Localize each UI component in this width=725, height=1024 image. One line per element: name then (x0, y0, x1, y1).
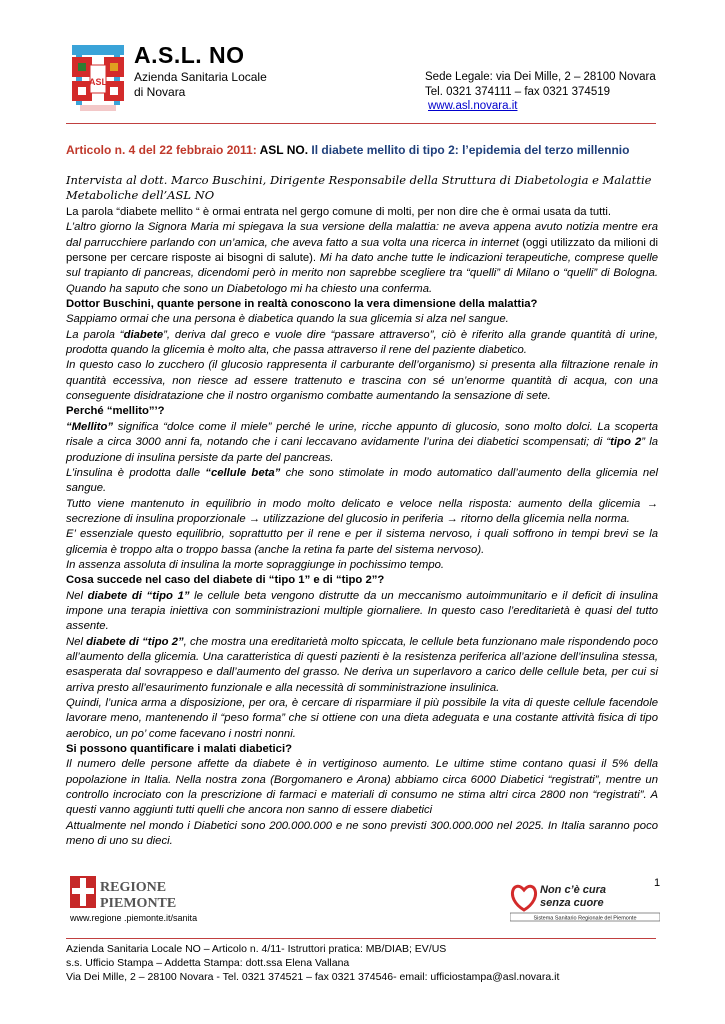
sede-line-1: Sede Legale: via Dei Mille, 2 – 28100 Novara (425, 71, 656, 83)
page-number: 1 (654, 877, 661, 889)
website-link[interactable]: www.asl.novara.it (428, 100, 518, 112)
paragraph: Nel diabete di “tipo 1” le cellule beta vengono distrutte da un meccanismo autoimmunitario e il deficit di insulina impone una terapia iniettiva con somministrazioni multiple giornaliere. In questo caso l’ereditarietà è quasi del tutto assente. (66, 589, 658, 633)
paragraph: La parola “diabete”, deriva dal greco e vuole dire “passare attraverso”, ciò è riferito alla grande quantità di urine, prodotta quando la glicemia è molto alta, che passa attraverso il rene del paziente diabetico. (66, 328, 658, 357)
regione-piemonte-logo (70, 876, 182, 910)
sede-line-2: Tel. 0321 374111 – fax 0321 374519 (425, 86, 611, 98)
question: Dottor Buschini, quante persone in realtà conoscono la vera dimensione della malattia? (66, 298, 538, 311)
question: Perché “mellito”’? (66, 405, 165, 418)
footer-line-2: s.s. Ufficio Stampa – Addetta Stampa: dott.ssa Elena Vallana (66, 957, 350, 969)
org-line-2: di Novara (134, 85, 186, 99)
org-title: A.S.L. NO (134, 42, 245, 68)
footer-divider (66, 938, 656, 939)
regione-url: www.regione .piemonte.it/sanita (70, 913, 198, 923)
campaign-logo (510, 880, 660, 922)
paragraph: “Mellito” significa “dolce come il miele” perché le urine, ricche appunto di glucosio, sono molto dolci. La scoperta risale a circa 3000 anni fa, notando che i cani leccavano avidamente l’urina dei diabetici scompensati; di “tipo 2” la produzione di insulina persiste da parte del pancreas. (66, 420, 658, 464)
footer-line-1: Azienda Sanitaria Locale NO – Articolo n. 4/11- Istruttori pratica: MB/DIAB; EV/US (66, 943, 447, 955)
svg-text:REGIONE: REGIONE (100, 880, 167, 895)
header-divider (66, 123, 656, 124)
svg-text:PIEMONTE: PIEMONTE (100, 896, 177, 910)
svg-text:ASL: ASL (89, 77, 107, 87)
paragraph: L’insulina è prodotta dalle “cellule beta” che sono stimolate in modo automatico dall’aumento della glicemia nel sangue. (66, 466, 658, 495)
svg-text:Non c’è cura: Non c’è cura (540, 884, 607, 896)
question: Si possono quantificare i malati diabetici? (66, 743, 292, 756)
org-subtitle (134, 70, 267, 100)
svg-text:Sistema Sanitario Regionale de: Sistema Sanitario Regionale del Piemonte (533, 915, 637, 922)
footer (66, 942, 559, 984)
question: Cosa succede nel caso del diabete di “tipo 1” e di “tipo 2”? (66, 574, 385, 587)
article-title (66, 143, 629, 157)
footer-line-3: Via Dei Mille, 2 – 28100 Novara - Tel. 0321 374521 – fax 0321 374546- email: ufficiostampa@asl.novara.it (66, 971, 560, 983)
paragraph: Sappiamo ormai che una persona è diabetica quando la sua glicemia si alza nel sangue. (66, 313, 509, 326)
article-title-date: Articolo n. 4 del 22 febbraio 2011: (66, 143, 257, 157)
paragraph: Nel diabete di “tipo 2”, che mostra una ereditarietà molto spiccata, le cellule beta funzionano male rispondendo poco all’aumento della glicemia. Una caratteristica di questi pazienti è la resistenza periferica all’azione dell’insulina stessa, esasperata dal sovrappeso e dall’aumento del grasso. Ne deriva un superlavoro a carico delle cellule beta, per cui si arriva presto all’esaurimento funzionale e alla necessità di somministrazione insulinica. (66, 635, 658, 694)
svg-text:senza cuore: senza cuore (540, 897, 604, 909)
article-title-org: ASL NO. (256, 143, 309, 157)
paragraph: Tutto viene mantenuto in equilibrio in modo molto delicato e veloce nella risposta: aumento della glicemia → secrezione di insulina proporzionale → utilizzazione del glucosio in periferia → ritorno della glicemia nella norma. (66, 497, 658, 525)
paragraph: In assenza assoluta di insulina la morte sopraggiunge in pochissimo tempo. (66, 558, 445, 571)
paragraph: Quindi, l’unica arma a disposizione, per ora, è cercare di risparmiare il più possibile la vita di queste cellule facendole lavorare meno, mantenendo il “peso forma” che si ottiene con una dieta adeguata e una costante attività fisica di tipo aerobico, un po’ come facevano i nostri nonni. (66, 697, 658, 740)
org-line-1: Azienda Sanitaria Locale (134, 70, 267, 84)
paragraph: L’altro giorno la Signora Maria mi spiegava la sua versione della malattia: ne aveva appena avuto notizia mentre era dal parrucchiere parlando con un’amica, che aveva fatto a sua volta una ricerca in internet (oggi utilizzato da milioni di persone per cercare risposte ai bisogni di salute). Mi ha dato anche tutte le indicazioni terapeutiche, comprese quelle sul trapianto di pancreas, dicendomi però in merito non saprebbe scegliere tra “quelli” di Milano o “quelli” di Bologna. Quando ha saputo che sono un Diabetologo mi ha chiesto una conferma. (66, 221, 659, 295)
paragraph: Il numero delle persone affette da diabete è in vertiginoso aumento. Le ultime stime contano quasi il 5% della popolazione in Italia. Nella nostra zona (Borgomanero e Arona) abbiamo circa 6000 Diabetici “registrati”, mentre un controllo incrociato con la prescrizione di farmaci e materiali di consumo ne stima altri circa 2800 non “registrati”. A questi vanno aggiunti tutti quelli che ancora non sanno di essere diabetici (66, 758, 658, 817)
paragraph: La parola “diabete mellito “ è ormai entrata nel gergo comune di molti, per non dire che è ormai usata da tutti. (66, 206, 612, 218)
asl-logo (70, 43, 126, 115)
interview-subtitle: Intervista al dott. Marco Buschini, Dirigente Responsabile della Struttura di Diabetologia e Malattie Metaboliche dell’ASL NO (66, 173, 652, 202)
paragraph: In questo caso lo zucchero (il glucosio rappresenta il carburante dell’organismo) si presenta alla filtrazione renale in quantità eccessiva, non riesce ad essere trattenuto e trascina con sé un’enorme quantità di acqua, con una conseguente disidratazione che il nostro organismo combatte aumentando la sensazione di sete. (66, 359, 658, 403)
article-title-topic: Il diabete mellito di tipo 2: l’epidemia del terzo millennio (308, 143, 630, 157)
paragraph: E’ essenziale questo equilibrio, soprattutto per il rene e per il sistema nervoso, i quali soffrono in tempi brevi se la glicemia è troppo alta o troppo bassa (anche la retina fa parte del sistema nervoso). (66, 528, 658, 556)
legal-address (425, 70, 656, 100)
paragraph: Attualmente nel mondo i Diabetici sono 200.000.000 e ne sono previsti 300.000.000 nel 2025. In Italia saranno poco meno di uno su dieci. (66, 819, 658, 848)
article-body (66, 205, 658, 849)
